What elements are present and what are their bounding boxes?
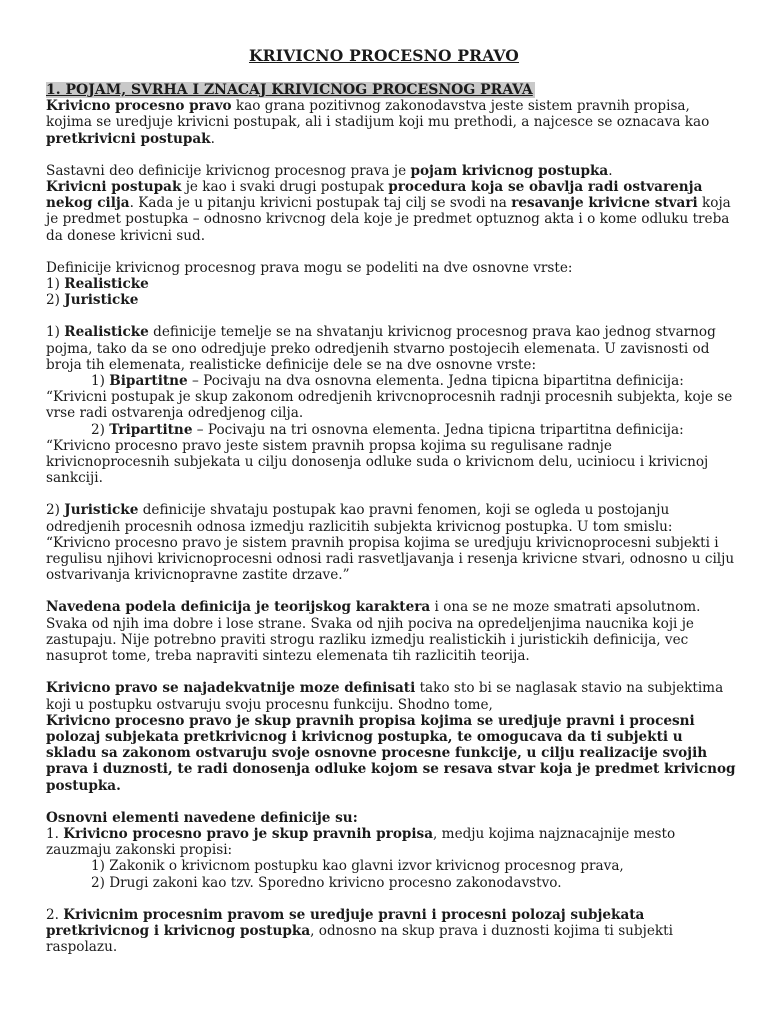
bold-term: Realisticke [64, 324, 149, 341]
quote: “Krivicno procesno pravo jeste sistem pravnih propsa kojima su regulisane radnje krivicnoprocesnih subjekata u cilju donosenja odluke suda o krivicnom delu, uciniocu i krivicnoj sankciji. [46, 437, 709, 487]
bold-term: Tripartitne [109, 421, 193, 438]
paragraph-definicija-bold [46, 713, 736, 794]
text: definicije temelje se na shvatanju krivicnog procesnog prava kao jednog stvarnog pojma, tako da se ono odredjuje preko odredjenih stvarno postojecih elemenata. U zavisnosti od broja tih elemenata, realisticke definicije dele se na dve osnovne vrste: [46, 324, 716, 373]
bold-term: Osnovni elementi navedene definicije su: [46, 809, 358, 826]
bold-term: resavanje krivicne stvari [511, 195, 698, 212]
bold-term: pretkrivicni postupak [46, 130, 211, 147]
document-title: KRIVICNO PROCESNO PRAVO [248, 46, 520, 65]
bold-term: Krivicno procesno pravo [46, 98, 232, 115]
paragraph-podela [46, 599, 736, 664]
list-number: 1) [46, 324, 65, 341]
text: kao grana pozitivnog zakonodavstva jeste sistem pravnih propisa, kojima se uredjuje krivicni postupak, ali i stadijum koji mu prethodi, a najcesce se oznacava kao [46, 98, 710, 131]
text: . Kada je u pitanju krivicni postupak taj cilj se svodi na [129, 195, 512, 212]
paragraph-realisticke [46, 324, 736, 373]
text: definicije shvataju postupak kao pravni fenomen, koji se ogleda u postojanju odredjenih procesnih odnosa izmedju razlicitih subjekta krivicnog postupka. U tom smislu: [46, 502, 673, 535]
bold-term: pojam krivicnog postupka [410, 162, 609, 179]
text: – Pocivaju na dva osnovna elementa. Jedna tipicna bipartitna definicija: [187, 373, 684, 390]
bold-term: Navedena podela definicija je teorijskog karaktera [46, 599, 431, 616]
list-number: 2) [91, 421, 110, 438]
list-number: 1) [91, 373, 110, 390]
bold-term: Krivicno procesno pravo je skup pravnih propisa [63, 825, 434, 842]
list-item [46, 276, 736, 292]
text: i ona se ne moze smatrati apsolutnom. Svaka od njih ima dobre i lose strane. Svaka od njih pociva na opredeljenjima naucnika koji je zastupaju. Nije potrebno praviti strogu razliku izmedju realistickih i juristickih definicija, vec nasuprot tome, treba napraviti sintezu elemenata tih razlicitih teorija. [46, 599, 701, 665]
paragraph-vrste: Definicije krivicnog procesnog prava mogu se podeliti na dve osnovne vrste: [46, 259, 573, 276]
list-item [46, 907, 736, 956]
text: , medju kojima najznacajnije mesto zauzmaju zakonski propisi: [46, 825, 676, 859]
text: koja je predmet postupka – odnosno krivcnog dela koje je predmet optuznog akta i o kome odluku treba da donese krivicni sud. [46, 195, 731, 244]
list-number: 1) [46, 276, 65, 293]
bold-term: Krivicnim procesnim pravom se uredjuje pravni i procesni polozaj subjekata pretkrivicnog i krivicnog postupka [46, 906, 645, 939]
text: , odnosno na skup prava i duznosti kojima ti subjekti raspolazu. [46, 922, 673, 956]
text: Sastavni deo definicije krivicnog procesnog prava je [46, 162, 411, 179]
section-heading: 1. POJAM, SVRHA I ZNACAJ KRIVICNOG PROCESNOG PRAVA [46, 82, 533, 98]
list-item [46, 826, 736, 858]
document-body [46, 82, 736, 955]
bold-term: Krivicni postupak [46, 179, 182, 196]
list-number: 2. [46, 906, 64, 923]
list-item [46, 373, 736, 389]
text: . [608, 162, 613, 179]
paragraph-juristicke [46, 502, 736, 534]
list-number: 2) [46, 292, 65, 309]
bold-term: Realisticke [64, 276, 149, 293]
paragraph-krivicni-postupak [46, 179, 736, 244]
list-number: 1. [46, 825, 64, 842]
bold-term: Bipartitne [109, 373, 188, 390]
quote: “Krivicno procesno pravo je sistem pravnih propisa kojima se uredjuju krivicnoprocesni subjekti i regulisu njihovi krivicnoprocesni odnosi radi rasvetljavanja i resenja krivicne stvari, odnosno u cilju ostvarivanja krivicnopravne zastite drzave.” [46, 534, 735, 584]
list-item [46, 292, 736, 308]
list-number: 2) [46, 502, 65, 519]
quote: “Krivicni postupak je skup zakonom odredjenih krivcnoprocesnih radnji procesnih subjekta, koje se vrse radi ostvarenja odredjenog cilja. [46, 389, 733, 422]
bold-term: Juristicke [64, 502, 139, 519]
paragraph-sastavni [46, 163, 736, 179]
list-item: 1) Zakonik o krivicnom postupku kao glavni izvor krivicnog procesnog prava, [91, 858, 624, 875]
text: je kao i svaki drugi postupak [181, 179, 389, 196]
text: – Pocivaju na tri osnovna elementa. Jedna tipicna tripartitna definicija: [192, 421, 684, 438]
paragraph-definition [46, 98, 736, 147]
bold-term: Krivicno procesno pravo je skup pravnih propisa kojima se uredjuje pravni i procesni polozaj subjekata pretkrivicnog i krivicnog postupka, te omogucava da ti subjekti u skladu sa zakonom ostvaruju svoje osnovne procesne funkcije, u cilju realizacije svojih prava i duznosti, te radi donosenja odluke kojom se resava stvar koja je predmet krivicnog postupka. [46, 712, 736, 794]
bold-term: procedura koja se obavlja radi ostvarenja nekog cilja [46, 179, 703, 212]
list-item [46, 422, 736, 438]
paragraph-najadekvatnije [46, 680, 736, 712]
text: tako sto bi se naglasak stavio na subjektima koji u postupku ostvaruju svoju procesnu funkciju. Shodno tome, [46, 680, 724, 713]
bold-term: Krivicno pravo se najadekvatnije moze definisati [46, 680, 416, 697]
list-item: 2) Drugi zakoni kao tzv. Sporedno krivicno procesno zakonodavstvo. [91, 874, 562, 891]
text: . [210, 130, 215, 147]
bold-term: Juristicke [64, 292, 139, 309]
paragraph-osnovni-elementi [46, 810, 736, 826]
